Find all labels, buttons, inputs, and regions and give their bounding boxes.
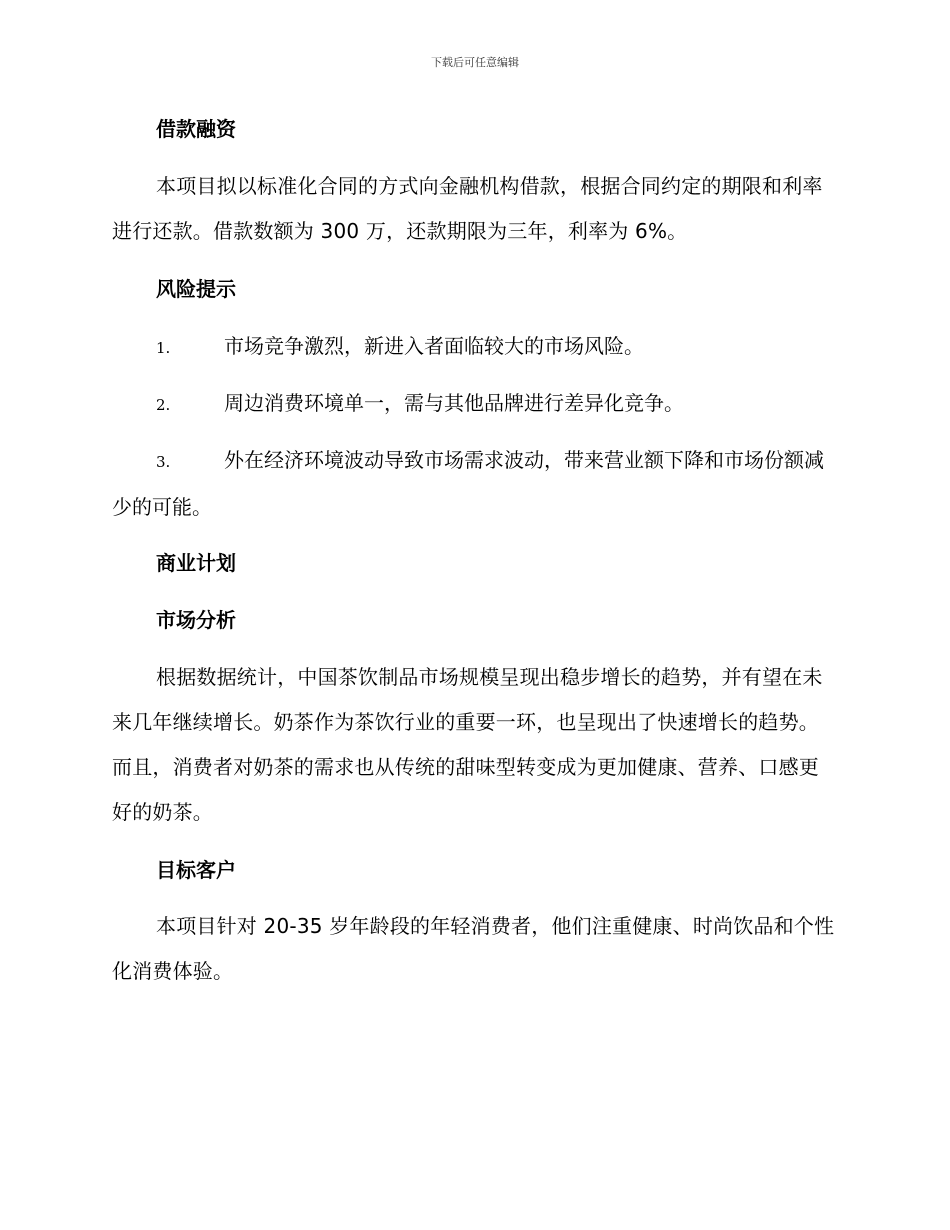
heading-business-plan: 商业计划 xyxy=(156,551,236,575)
heading-risk: 风险提示 xyxy=(156,277,236,301)
page-header: 下载后可任意编辑 xyxy=(431,56,519,69)
list-number: 3. xyxy=(156,453,171,471)
list-number: 2. xyxy=(156,396,171,414)
heading-customers: 目标客户 xyxy=(156,858,236,882)
heading-market: 市场分析 xyxy=(156,608,236,632)
list-item xyxy=(112,324,838,371)
paragraph-customers: 本项目针对 20-35 岁年龄段的年轻消费者，他们注重健康、时尚饮品和个性化消费体验。 xyxy=(112,914,835,983)
list-text: 周边消费环境单一，需与其他品牌进行差异化竞争。 xyxy=(224,391,684,415)
list-item xyxy=(112,438,838,530)
list-text: 市场竞争激烈，新进入者面临较大的市场风险。 xyxy=(224,334,644,358)
list-number: 1. xyxy=(156,339,171,357)
paragraph-market: 根据数据统计，中国茶饮制品市场规模呈现出稳步增长的趋势，并有望在未来几年继续增长。奶茶作为茶饮行业的重要一环，也呈现出了快速增长的趋势。而且，消费者对奶茶的需求也从传统的甜味型转变成为更加健康、营养、口感更好的奶茶。 xyxy=(112,665,823,824)
list-item xyxy=(112,381,838,428)
paragraph-financing: 本项目拟以标准化合同的方式向金融机构借款，根据合同约定的期限和利率进行还款。借款数额为 300 万，还款期限为三年，利率为 6%。 xyxy=(112,174,823,243)
heading-financing: 借款融资 xyxy=(156,117,236,141)
list-text: 外在经济环境波动导致市场需求波动，带来营业额下降和市场份额减少的可能。 xyxy=(112,448,824,519)
